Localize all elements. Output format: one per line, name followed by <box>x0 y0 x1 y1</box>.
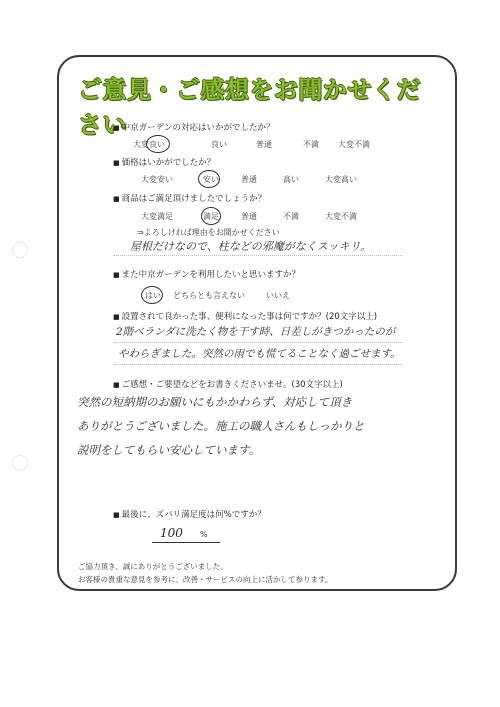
option[interactable]: 大変高い <box>325 175 357 184</box>
form-title: ご意見・ご感想をお聞かせください <box>78 76 421 139</box>
handwritten-comments: 説明をしてもらい安心しています。 <box>77 443 261 457</box>
percent-unit: % <box>200 530 208 539</box>
question-reuse: ■ また中京ガーデンを利用したいと思いますか？ <box>113 268 300 280</box>
option[interactable]: 大変不満 <box>338 140 370 149</box>
question-staff-response: ■ 中京ガーデンの対応はいかがでしたか？ <box>113 121 274 133</box>
option[interactable]: どちらとも言えない <box>173 291 245 300</box>
option[interactable]: 良い <box>211 140 227 149</box>
handwritten-benefits: 2階ベランダに洗たく物を干す時、日差しがきつかったのが <box>116 326 396 338</box>
answer-line <box>113 255 403 256</box>
question-price: ■ 価格はいかがでしたか？ <box>113 156 215 168</box>
option[interactable]: 不満 <box>283 212 299 221</box>
handwritten-satisfaction: 100 <box>160 526 183 540</box>
selected-mark <box>201 207 221 225</box>
option[interactable]: 不満 <box>303 140 319 149</box>
answer-line <box>113 342 403 343</box>
footer-thanks: ご協力頂き、誠にありがとうございました。 <box>78 562 228 571</box>
option[interactable]: 大変満足 <box>141 212 173 221</box>
selected-mark <box>198 170 220 188</box>
question-product: ■ 商品はご満足頂けましたでしょうか？ <box>113 192 266 204</box>
handwritten-reason: 屋根だけなので、柱などの邪魔がなくスッキリ。 <box>130 240 372 253</box>
handwritten-comments: ありがとうございました。施工の職人さんもしっかりと <box>77 419 365 433</box>
selected-mark <box>146 135 170 153</box>
option[interactable]: 普通 <box>241 175 257 184</box>
question-satisfaction: ■ 最後に、ズバリ満足度は何%ですか？ <box>113 508 266 520</box>
punch-hole <box>12 242 28 258</box>
option[interactable]: いいえ <box>266 291 290 300</box>
reason-prompt: ⇒よろしければ理由をお聞かせください <box>137 228 280 237</box>
option[interactable]: 安い <box>203 175 219 184</box>
question-comments: ■ ご感想・ご要望などをお書きくださいませ。(30文字以上) <box>113 378 343 390</box>
option[interactable]: はい <box>145 291 161 300</box>
selected-mark <box>141 286 163 304</box>
question-benefits: ■ 設置されて良かった事、便利になった事は何ですか？(20文字以上) <box>113 310 377 322</box>
footer-note: お客様の貴重な意見を参考に、改善・サービスの向上に活かして参ります。 <box>78 575 333 584</box>
option[interactable]: 大変不満 <box>325 212 357 221</box>
option[interactable]: 大変安い <box>141 175 173 184</box>
option[interactable]: 普通 <box>241 212 257 221</box>
option[interactable]: 大変良い <box>133 140 165 149</box>
option[interactable]: 普通 <box>256 140 272 149</box>
handwritten-benefits: やわらぎました。突然の雨でも慌てることなく過ごせます。 <box>118 348 401 360</box>
punch-hole <box>12 455 28 471</box>
satisfaction-underline <box>152 542 220 543</box>
answer-line <box>113 364 403 365</box>
option[interactable]: 高い <box>283 175 299 184</box>
handwritten-comments: 突然の短納期のお願いにもかかわらず、対応して頂き <box>77 395 353 409</box>
option[interactable]: 満足 <box>203 212 219 221</box>
